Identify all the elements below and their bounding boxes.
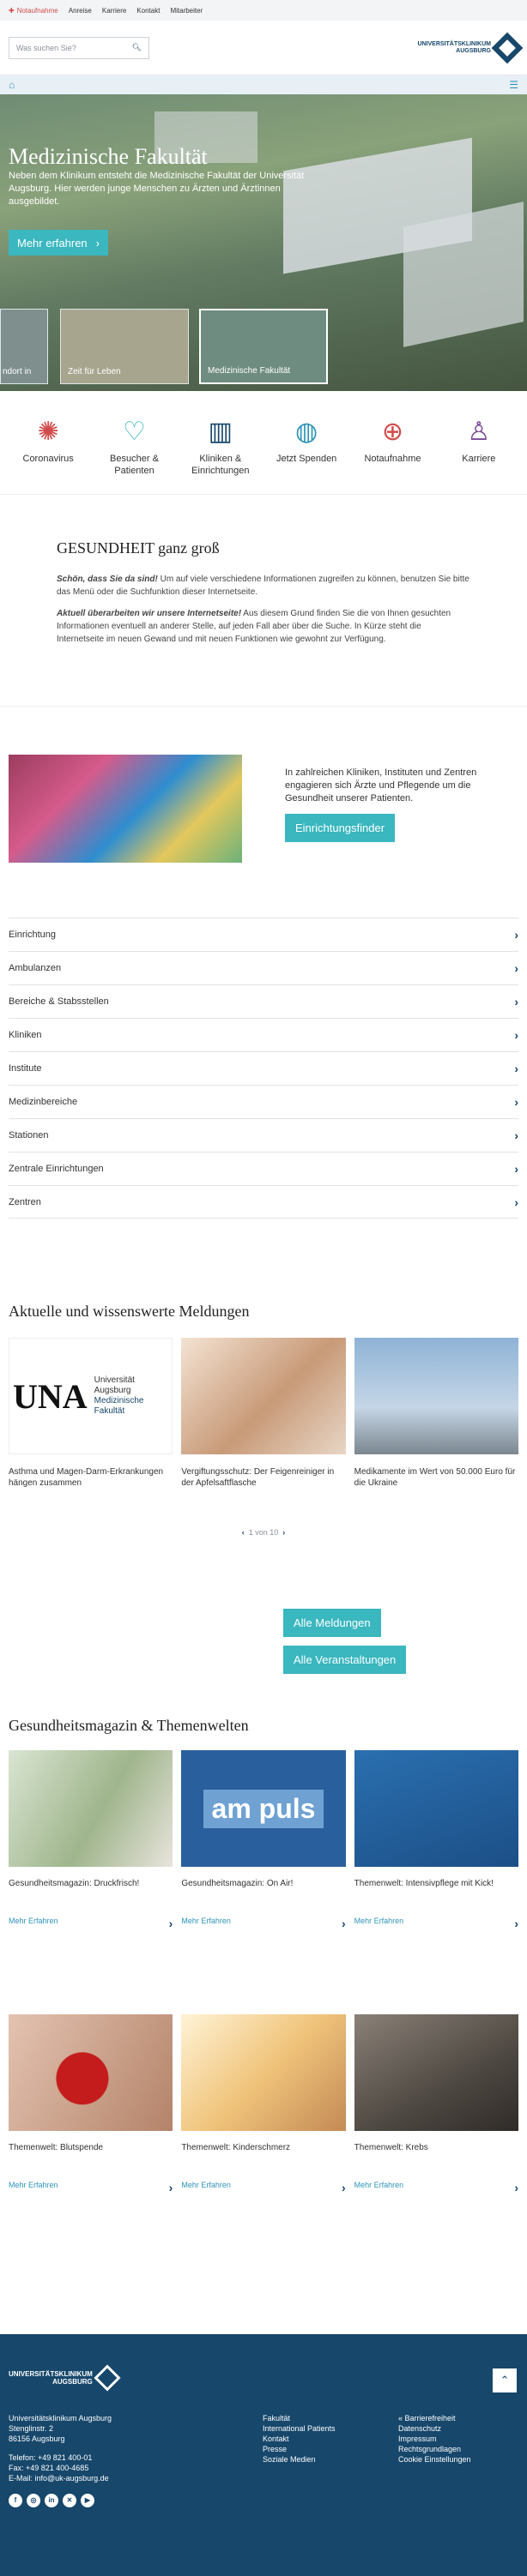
virus-icon: ✺ — [37, 418, 59, 446]
magazine-caption: Themenwelt: Intensivpflege mit Kick! — [354, 1879, 494, 1888]
header — [0, 21, 527, 75]
intro-p1-text: Um auf viele verschiedene Informationen zugreifen zu können, benutzen Sie bitte das Menü oder die Suchfunktion dieser Internetseite. — [57, 575, 469, 597]
list-item-label: Bereiche & Stabsstellen — [9, 996, 109, 1007]
list-item[interactable] — [9, 984, 518, 1018]
footer-link[interactable]: Impressum — [398, 2435, 437, 2443]
quicklink-coronavirus[interactable] — [9, 417, 88, 477]
footer-link[interactable]: Fakultät — [263, 2414, 291, 2423]
linkedin-icon[interactable]: in — [45, 2494, 58, 2507]
footer-address-line: Stenglinstr. 2 — [9, 2424, 54, 2433]
magazine-card[interactable] — [354, 2014, 518, 2194]
chevron-right-icon: › — [514, 1129, 518, 1142]
intro-section — [0, 495, 527, 707]
tile-label: ndort in — [3, 367, 32, 376]
social-links — [9, 2494, 263, 2507]
quicklink-label: Jetzt Spenden — [276, 454, 337, 464]
logo-mark-icon — [94, 2364, 120, 2391]
list-item-label: Zentren — [9, 1196, 41, 1207]
chevron-right-icon: › — [514, 2181, 518, 2194]
list-item[interactable] — [9, 1085, 518, 1118]
list-item-label: Einrichtung — [9, 930, 57, 940]
chevron-right-icon: › — [341, 2181, 346, 2194]
back-to-top-button[interactable] — [493, 2368, 517, 2392]
all-news-button[interactable]: Alle Meldungen — [283, 1609, 381, 1637]
magazine-image-intensive — [354, 1750, 518, 1867]
quicklink-label: Besucher & Patienten — [110, 454, 159, 476]
hero-tile-zeit[interactable] — [60, 309, 189, 384]
footer-link[interactable]: Datenschutz — [398, 2424, 442, 2433]
footer-link[interactable]: Presse — [263, 2445, 288, 2453]
intro-p2-text: Aus diesem Grund finden Sie die von Ihnen gesuchten Informationen eventuell an anderer Stelle, auf jeden Fall aber über die Suche. In Kürze steht die Internetseite im neuen Gewand und mit neuen Funktionen wie gewohnt zur Verfügung. — [57, 609, 451, 644]
list-item[interactable] — [9, 1185, 518, 1219]
footer-fax: Fax: +49 821 400-4685 — [9, 2464, 89, 2472]
quicklink-kliniken[interactable] — [181, 417, 260, 477]
x-icon[interactable]: ✕ — [63, 2494, 76, 2507]
chevron-right-icon: › — [514, 928, 518, 942]
news-caption: Vergiftungsschutz: Der Feigenreiniger in der Apfelsaftflasche — [181, 1467, 335, 1488]
logo-mark-icon — [492, 32, 524, 63]
news-image-children — [181, 1338, 345, 1454]
tile-label: Medizinische Fakultät — [208, 366, 291, 376]
chevron-right-icon: › — [514, 1195, 518, 1209]
heart-hands-icon: ♡ — [123, 418, 146, 446]
chevron-right-icon: › — [514, 1028, 518, 1042]
uni-logo-image: UNA Universität Augsburg Medizinische Fakultät — [9, 1338, 173, 1454]
magazine-section — [0, 1682, 527, 2194]
util-link-kontakt[interactable]: Kontakt — [136, 6, 161, 15]
chevron-right-icon: › — [168, 2181, 173, 2194]
menu-icon[interactable]: ☰ — [509, 79, 518, 91]
hero-more-button[interactable] — [9, 230, 108, 256]
list-item-label: Zentrale Einrichtungen — [9, 1164, 104, 1174]
list-item-label: Medizinbereiche — [9, 1097, 78, 1107]
footer-email[interactable]: E-Mail: info@uk-augsburg.de — [9, 2474, 109, 2483]
footer — [0, 2334, 527, 2576]
footer-logo-line1: UNIVERSITÄTSKLINIKUM — [9, 2370, 93, 2378]
home-icon[interactable]: ⌂ — [9, 79, 15, 91]
finder-button[interactable]: Einrichtungsfinder — [285, 814, 395, 842]
facebook-icon[interactable]: f — [9, 2494, 22, 2507]
footer-address-line: 86156 Augsburg — [9, 2435, 65, 2443]
chevron-right-icon: › — [514, 1095, 518, 1109]
plus-icon: ✚ — [9, 6, 15, 15]
intro-paragraph-1 — [57, 573, 470, 599]
piggy-bank-icon: ◍ — [295, 418, 318, 446]
more-link[interactable] — [181, 1911, 345, 1930]
news-card[interactable] — [9, 1338, 173, 1489]
utility-bar — [0, 0, 527, 21]
magazine-title: Gesundheitsmagazin & Themenwelten — [9, 1717, 249, 1734]
footer-link[interactable]: Kontakt — [263, 2435, 289, 2443]
instagram-icon[interactable]: ◎ — [27, 2494, 40, 2507]
quicklink-label: Notaufnahme — [364, 454, 421, 464]
finder-text: In zahlreichen Kliniken, Instituten und Zentren engagieren sich Ärzte und Pflegende um die Gesundheit unserer Patienten. — [285, 767, 477, 803]
magazine-caption: Themenwelt: Krebs — [354, 2143, 428, 2152]
chevron-right-icon: › — [341, 1917, 346, 1930]
magazine-card[interactable] — [9, 2014, 173, 2194]
intro-title: GESUNDHEIT ganz groß — [57, 539, 220, 557]
magazine-card[interactable] — [9, 1750, 173, 1930]
more-label: Mehr Erfahren — [354, 2181, 404, 2189]
nav-bar — [0, 75, 527, 94]
util-link-anreise[interactable]: Anreise — [68, 6, 92, 15]
hero-text: Neben dem Klinikum entsteht die Medizinische Fakultät der Universität Augsburg. Hier werden junge Menschen zu Ärzten und Ärztinnen ausgebildet. — [9, 171, 305, 207]
hero-building-2 — [403, 202, 524, 347]
hero-tile-standort[interactable] — [0, 309, 48, 384]
footer-link[interactable]: Cookie Einstellungen — [398, 2455, 471, 2464]
emergency-icon: ⊕ — [381, 418, 404, 446]
quicklink-karriere[interactable] — [439, 417, 518, 477]
chevron-right-icon: › — [514, 961, 518, 975]
quicklink-besucher[interactable] — [94, 417, 173, 477]
finder-section — [0, 707, 527, 918]
magazine-caption: Gesundheitsmagazin: On Air! — [181, 1879, 294, 1888]
more-label: Mehr Erfahren — [354, 1917, 404, 1925]
quicklink-label: Coronavirus — [22, 454, 74, 464]
list-item[interactable] — [9, 1018, 518, 1051]
news-section — [0, 1219, 527, 1537]
news-caption: Medikamente im Wert von 50.000 Euro für die Ukraine — [354, 1467, 516, 1488]
util-link-mitarbeiter[interactable]: Mitarbeiter — [170, 6, 203, 15]
finder-image — [9, 755, 242, 863]
news-pager — [9, 1528, 518, 1537]
ampuls-logo: am puls — [203, 1790, 324, 1828]
logo-line2: AUGSBURG — [456, 47, 491, 54]
pager-next-icon[interactable]: › — [282, 1528, 286, 1537]
more-label: Mehr Erfahren — [9, 1917, 58, 1925]
hero — [0, 94, 527, 391]
logo-line1: UNIVERSITÄTSKLINIKUM — [417, 40, 491, 47]
uni-logo-line1: Universität Augsburg — [94, 1375, 135, 1395]
news-image-flags — [354, 1338, 518, 1454]
site-logo[interactable] — [417, 37, 518, 59]
emergency-link[interactable] — [9, 7, 58, 15]
footer-address-line: Universitätsklinikum Augsburg — [9, 2414, 112, 2423]
list-item[interactable] — [9, 1051, 518, 1085]
footer-phone[interactable]: Telefon: +49 821 400-01 — [9, 2453, 93, 2462]
more-label: Mehr Erfahren — [181, 2181, 231, 2189]
footer-link[interactable]: « Barrierefreiheit — [398, 2414, 456, 2423]
magazine-card[interactable] — [354, 1750, 518, 1930]
list-item[interactable] — [9, 918, 518, 951]
footer-logo-line2: AUGSBURG — [52, 2378, 93, 2386]
chevron-right-icon: › — [168, 1917, 173, 1930]
pager-prev-icon[interactable]: ‹ — [241, 1528, 245, 1537]
more-label: Mehr Erfahren — [9, 2181, 58, 2189]
youtube-icon[interactable]: ▶ — [81, 2494, 94, 2507]
magazine-card[interactable] — [181, 2014, 345, 2194]
search-input[interactable] — [9, 37, 149, 59]
chevron-right-icon: › — [95, 236, 100, 250]
list-item[interactable] — [9, 951, 518, 984]
quicklink-spenden[interactable] — [267, 417, 346, 477]
magazine-caption: Themenwelt: Kinderschmerz — [181, 2143, 291, 2152]
intro-p2-bold: Aktuell überarbeiten wir unsere Internetseite! — [57, 609, 242, 618]
magazine-card[interactable] — [181, 1750, 345, 1930]
magazine-image-child — [181, 2014, 345, 2131]
all-events-button[interactable]: Alle Veranstaltungen — [283, 1646, 406, 1674]
list-item[interactable] — [9, 1152, 518, 1185]
emergency-label: Notaufnahme — [16, 6, 58, 15]
list-item-label: Stationen — [9, 1130, 49, 1141]
list-item-label: Ambulanzen — [9, 963, 62, 973]
intro-paragraph-2 — [57, 607, 470, 646]
more-link[interactable] — [9, 1911, 173, 1930]
people-icon: ♙ — [467, 418, 491, 446]
magazine-image-blood — [9, 2014, 173, 2131]
util-link-karriere[interactable]: Karriere — [101, 6, 127, 15]
news-card[interactable] — [181, 1338, 345, 1489]
more-label: Mehr Erfahren — [181, 1917, 231, 1925]
hero-tile-fakultaet[interactable] — [199, 309, 328, 384]
chevron-right-icon: › — [514, 995, 518, 1008]
hero-title: Medizinische Fakultät — [9, 144, 208, 169]
magazine-caption: Gesundheitsmagazin: Druckfrisch! — [9, 1879, 140, 1888]
quicklinks — [0, 391, 527, 495]
list-item-label: Institute — [9, 1063, 42, 1074]
magazine-image-ampuls — [181, 1750, 345, 1867]
more-link[interactable] — [354, 2176, 518, 2194]
facility-list — [0, 918, 527, 1219]
footer-logo[interactable] — [9, 2368, 518, 2387]
chevron-right-icon: › — [514, 1162, 518, 1176]
footer-link[interactable]: Soziale Medien — [263, 2455, 316, 2464]
chevron-right-icon: › — [514, 1062, 518, 1075]
footer-link[interactable]: Rechtsgrundlagen — [398, 2445, 462, 2453]
hero-button-label: Mehr erfahren — [17, 236, 88, 250]
quicklink-label: Karriere — [462, 454, 496, 464]
news-caption: Asthma und Magen-Darm-Erkrankungen hängen zusammen — [9, 1467, 164, 1488]
news-card[interactable] — [354, 1338, 518, 1489]
buildings-icon: ▥ — [208, 418, 233, 446]
quicklink-label: Kliniken & Einrichtungen — [191, 454, 250, 476]
news-title: Aktuelle und wissenswerte Meldungen — [9, 1303, 250, 1320]
list-item-label: Kliniken — [9, 1030, 42, 1040]
uni-logo-line2: Medizinische Fakultät — [94, 1396, 144, 1416]
more-link[interactable] — [9, 2176, 173, 2194]
quicklink-notaufnahme[interactable] — [353, 417, 432, 477]
magazine-image-dandelion — [9, 1750, 173, 1867]
list-item[interactable] — [9, 1118, 518, 1152]
search-placeholder: Was suchen Sie? — [16, 43, 76, 52]
news-buttons — [0, 1537, 527, 1682]
magazine-caption: Themenwelt: Blutspende — [9, 2143, 104, 2152]
tile-label: Zeit für Leben — [68, 367, 121, 376]
footer-link[interactable]: International Patients — [263, 2424, 336, 2433]
pager-label: 1 von 10 — [248, 1528, 279, 1537]
magazine-image-cancer — [354, 2014, 518, 2131]
more-link[interactable] — [354, 1911, 518, 1930]
intro-p1-bold: Schön, dass Sie da sind! — [57, 575, 158, 584]
search-icon[interactable]: 🔍︎ — [131, 43, 142, 51]
chevron-right-icon: › — [514, 1917, 518, 1930]
chevron-up-icon: ⌃ — [500, 2374, 510, 2386]
more-link[interactable] — [181, 2176, 345, 2194]
